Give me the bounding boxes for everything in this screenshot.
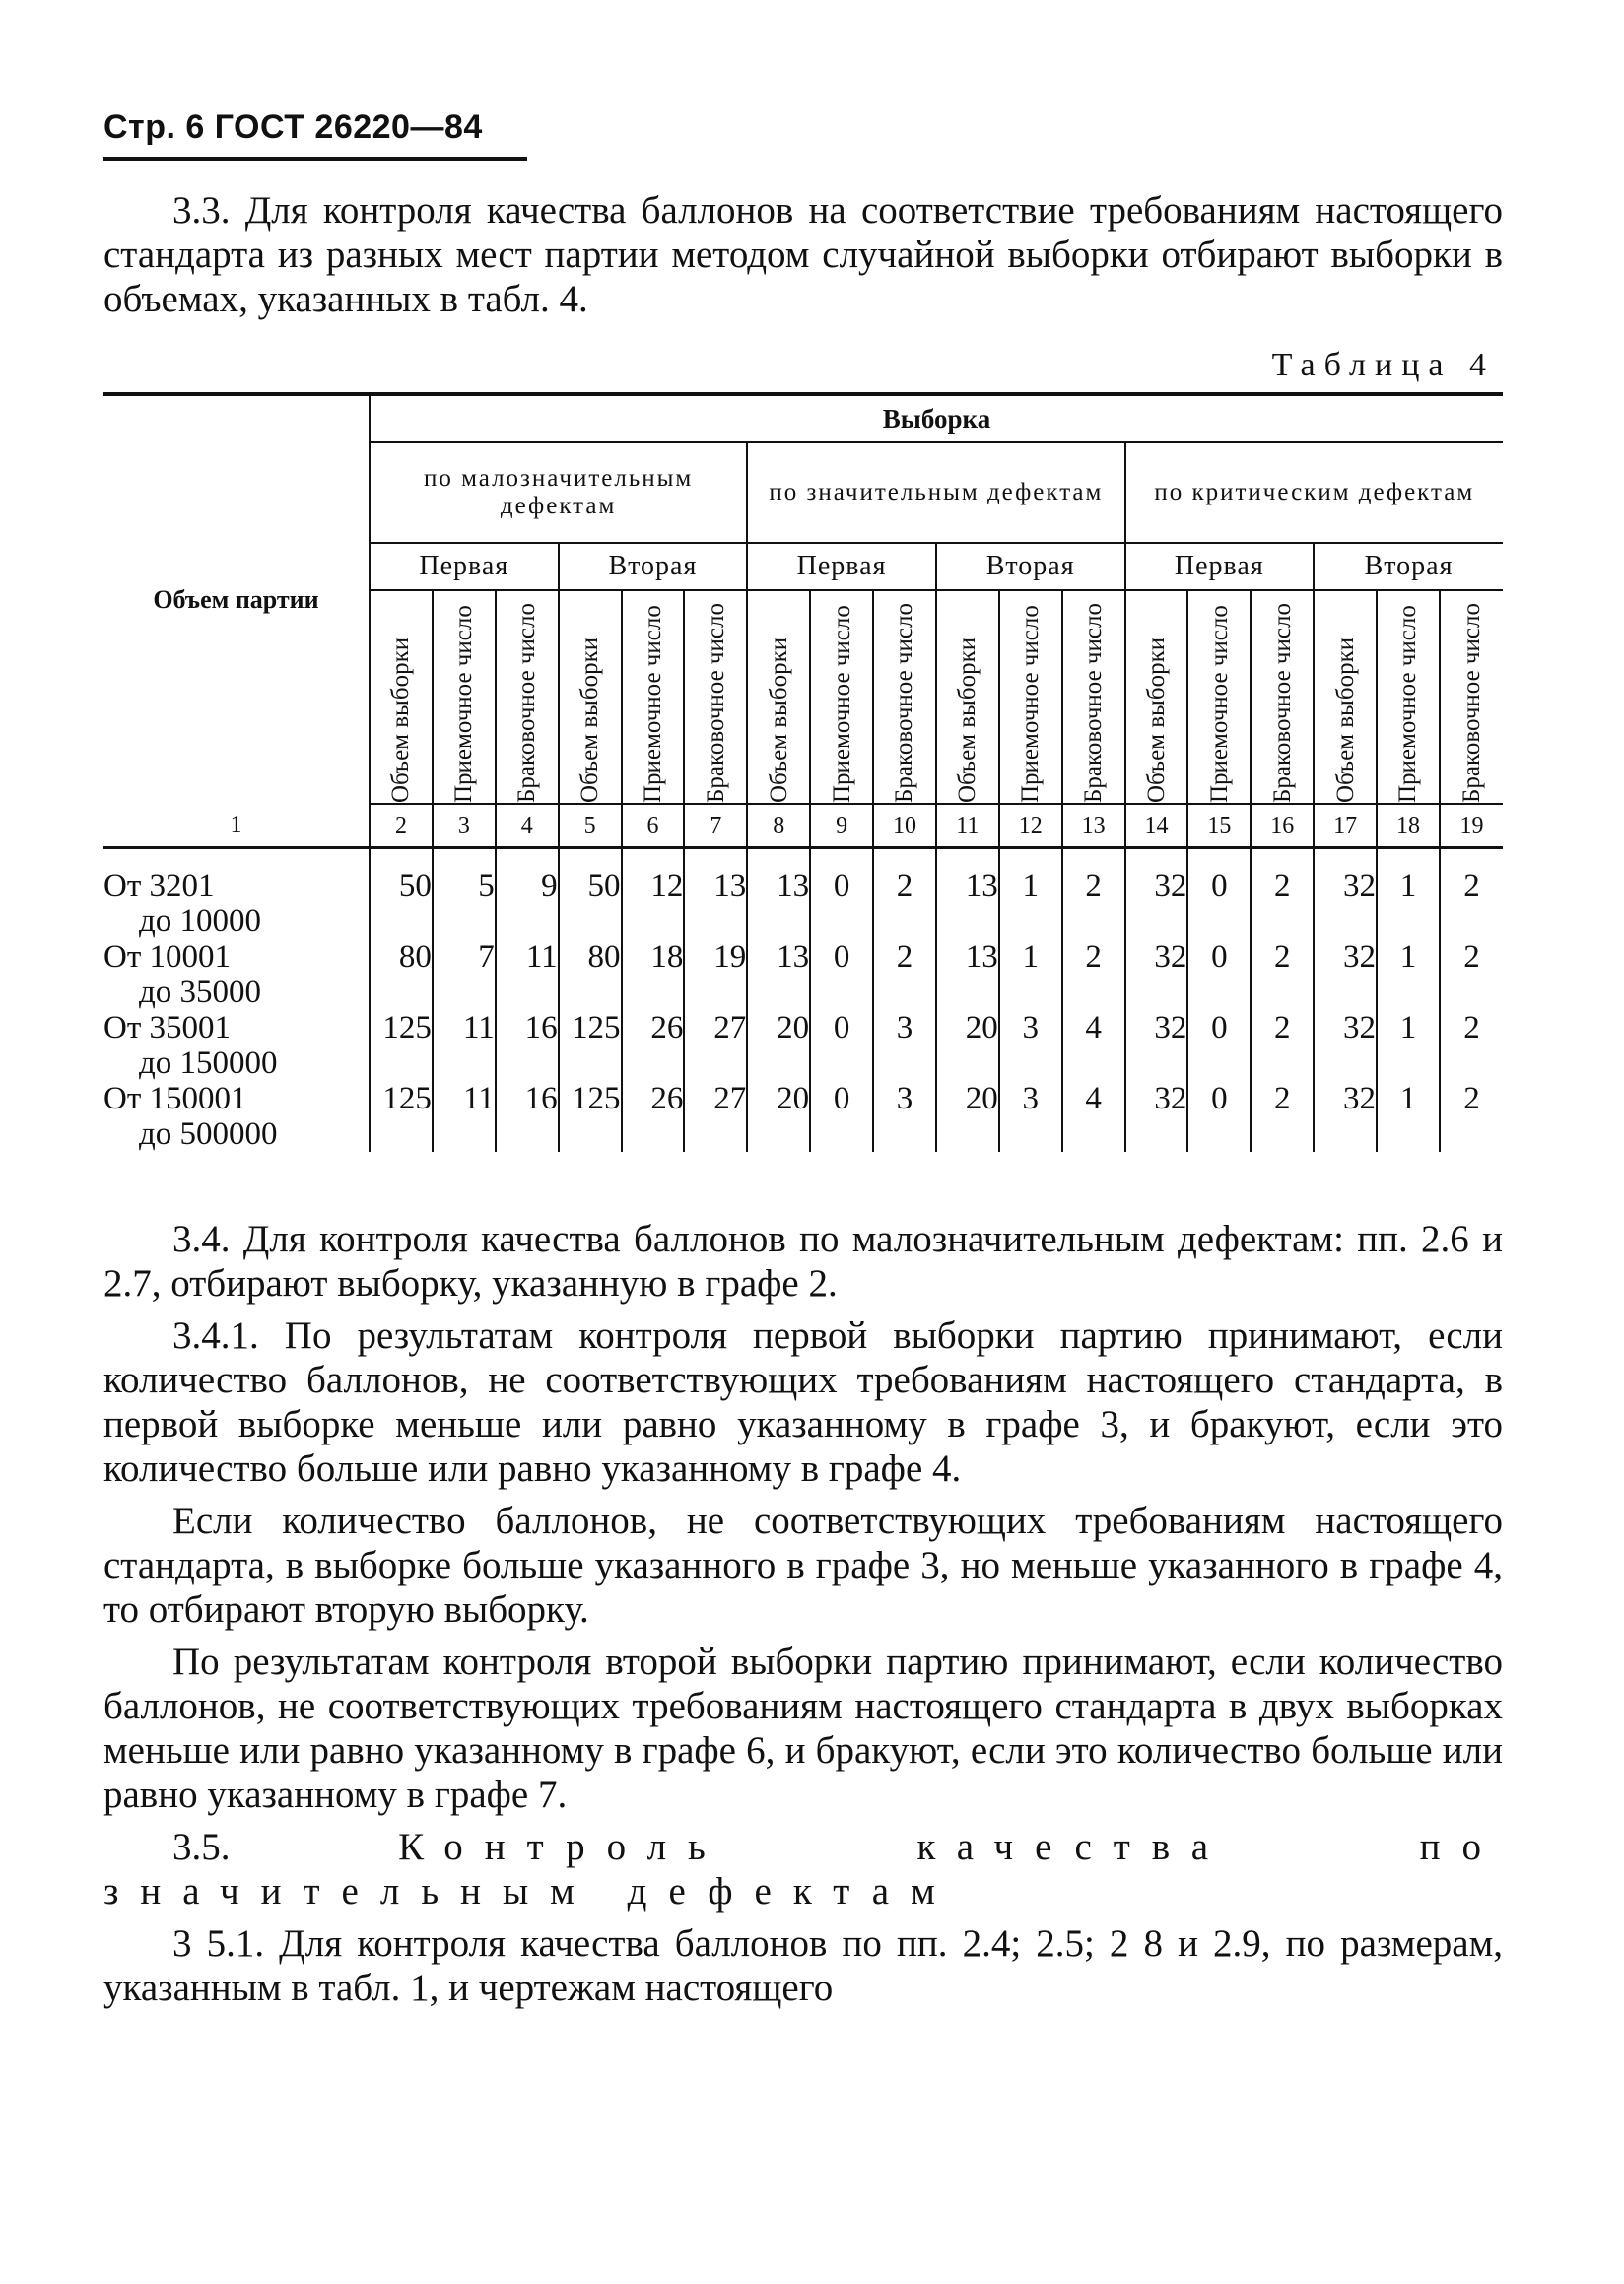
table-cell: 2 [1251,1010,1314,1081]
subheader-second: Вторая [1314,543,1503,590]
table-cell: 16 [496,1081,559,1152]
table-cell: 1 [1377,868,1440,939]
table-cell: 125 [370,1081,433,1152]
column-header-label: Объем выборки [1331,637,1359,803]
column-number: 5 [559,804,622,848]
group-header-major: по значительным дефектам [747,442,1124,543]
page-header: Стр. 6 ГОСТ 26220—84 [103,108,527,161]
table-cell: 32 [1125,1081,1188,1152]
table-cell: 2 [1251,1081,1314,1152]
party-from: От 150001 [103,1080,247,1116]
column-header [1125,590,1188,804]
column-number: 2 [370,804,433,848]
column-header-label: Приемочное число [639,605,666,803]
table-cell: 1 [999,939,1062,1010]
table-cell: 2 [1062,868,1125,939]
column-number: 13 [1062,804,1125,848]
table-cell: 80 [370,939,433,1010]
table-cell: 18 [622,939,685,1010]
column-header-label: Приемочное число [450,605,478,803]
paragraph-3-4: 3.4. Для контроля качества баллонов по малозначительным дефектам: пп. 2.6 и 2.7, отбирают выборку, указанную в графе 2. [103,1217,1503,1305]
column-number: 3 [433,804,496,848]
column-header [1187,590,1251,804]
column-number: 18 [1377,804,1440,848]
table-cell: 125 [559,1081,622,1152]
column-header-label: Браковочное число [513,603,541,803]
party-from: От 35001 [103,1009,232,1045]
group-header-minor: по малозначительным дефектам [370,442,747,543]
column-number: 17 [1314,804,1377,848]
table-cell: 4 [1062,1081,1125,1152]
table-cell: 2 [873,939,936,1010]
table-cell: 0 [810,1010,873,1081]
sample-header: Выборка [370,394,1503,442]
column-number: 1 [103,804,370,848]
spacer-cell [1125,848,1188,868]
spacer-cell [999,848,1062,868]
table-cell: 32 [1314,868,1377,939]
table-cell: 13 [936,939,999,1010]
table-row [103,939,1503,1010]
column-header-label: Браковочное число [891,603,918,803]
table-cell: 20 [747,1010,810,1081]
paragraph-3-5 [103,1825,1503,1914]
column-header-label: Объем выборки [954,637,981,803]
party-range [103,1081,370,1152]
table-cell: 2 [1440,939,1503,1010]
column-number: 15 [1187,804,1251,848]
column-header-label: Браковочное число [1268,603,1296,803]
table-label: Таблица 4 [1271,347,1495,383]
table-row [103,868,1503,939]
table-cell: 3 [873,1010,936,1081]
column-header [433,590,496,804]
section-number: 3.5. [172,1825,231,1868]
section-title: Контроль качества по значительным дефектам [103,1825,1503,1913]
table-cell: 20 [936,1081,999,1152]
spacer-cell [370,848,433,868]
spacer-row [103,848,1503,868]
table-cell: 13 [684,868,747,939]
table-cell: 2 [1251,939,1314,1010]
column-header-label: Объем выборки [765,637,792,803]
table-cell: 4 [1062,1010,1125,1081]
column-header-label: Приемочное число [1205,605,1233,803]
table-cell: 80 [559,939,622,1010]
column-header-label: Браковочное число [1457,603,1485,803]
spacer-cell [622,848,685,868]
table-cell: 13 [747,939,810,1010]
column-header [622,590,685,804]
table-cell: 19 [684,939,747,1010]
column-number: 6 [622,804,685,848]
party-range [103,868,370,939]
column-header-label: Браковочное число [702,603,729,803]
table-cell: 26 [622,1010,685,1081]
table-cell: 9 [496,868,559,939]
table-cell: 13 [747,868,810,939]
column-header [1377,590,1440,804]
table-cell: 2 [873,868,936,939]
table-cell: 2 [1062,939,1125,1010]
column-number: 10 [873,804,936,848]
party-to: до 35000 [139,974,262,1010]
paragraph-3-4-1: 3.4.1. По результатам контроля первой выборки партию принимают, если количество баллонов, не соответствующих требованиям настоящего стандарта, в первой выборке меньше или равно указанному в графе 3, и бракуют, если это количество больше или равно указанному в графе 4. [103,1313,1503,1490]
table-cell: 1 [1377,939,1440,1010]
column-number: 9 [810,804,873,848]
table-cell: 2 [1440,1010,1503,1081]
paragraph-3-4-1-c: По результатам контроля второй выборки партию принимают, если количество баллонов, не соответствующих требованиям настоящего стандарта в двух выборках меньше или равно указанному в графе 6, и бракуют, если это количество больше или равно указанному в графе 7. [103,1640,1503,1816]
table-cell: 1 [1377,1010,1440,1081]
table-4 [103,392,1503,1152]
column-header-label: Браковочное число [1080,603,1108,803]
table-cell: 2 [1440,868,1503,939]
column-number: 11 [936,804,999,848]
column-header-label: Приемочное число [1394,605,1422,803]
table-cell: 12 [622,868,685,939]
column-number: 8 [747,804,810,848]
column-number: 7 [684,804,747,848]
table-cell: 125 [370,1010,433,1081]
spacer-cell [559,848,622,868]
column-number: 4 [496,804,559,848]
column-number: 14 [1125,804,1188,848]
column-header [747,590,810,804]
table-cell: 32 [1125,1010,1188,1081]
column-header [370,590,433,804]
spacer-cell [684,848,747,868]
subheader-first: Первая [370,543,559,590]
spacer-cell [496,848,559,868]
column-number: 12 [999,804,1062,848]
column-header [496,590,559,804]
table-cell: 2 [1440,1081,1503,1152]
column-header [936,590,999,804]
column-header [873,590,936,804]
party-to: до 150000 [139,1044,278,1081]
table-row [103,1081,1503,1152]
spacer-cell [1187,848,1251,868]
table-cell: 0 [810,939,873,1010]
document-page [103,108,1503,2010]
column-header [1251,590,1314,804]
group-header-critical: по критическим дефектам [1125,442,1504,543]
party-from: От 3201 [103,867,215,904]
table-cell: 27 [684,1081,747,1152]
spacer-cell [810,848,873,868]
subheader-first: Первая [747,543,936,590]
column-header [1062,590,1125,804]
table-cell: 32 [1125,939,1188,1010]
table-cell: 7 [433,939,496,1010]
paragraph-3-3: 3.3. Для контроля качества баллонов на соответствие требованиям настоящего стандарта из разных мест партии методом случайной выборки отбирают выборки в объемах, указанных в табл. 4. [103,189,1503,320]
table-cell: 32 [1125,868,1188,939]
table-cell: 20 [747,1081,810,1152]
spacer-cell [103,848,370,868]
party-to: до 10000 [139,903,262,939]
column-header-label: Объем выборки [1142,637,1170,803]
table-cell: 0 [1187,939,1251,1010]
table-cell: 11 [433,1010,496,1081]
column-header [1314,590,1377,804]
party-range [103,939,370,1010]
column-number: 19 [1440,804,1503,848]
spacer-cell [1314,848,1377,868]
table-cell: 11 [433,1081,496,1152]
table-cell: 3 [999,1010,1062,1081]
subheader-first: Первая [1125,543,1315,590]
table-row [103,1010,1503,1081]
spacer-cell [1377,848,1440,868]
table-cell: 50 [370,868,433,939]
table-cell: 2 [1251,868,1314,939]
column-header-label: Объем выборки [387,637,415,803]
table-cell: 1 [999,868,1062,939]
spacer-cell [433,848,496,868]
spacer-cell [1251,848,1314,868]
party-from: От 10001 [103,938,232,974]
table-cell: 50 [559,868,622,939]
paragraph-3-5-1: 3 5.1. Для контроля качества баллонов по пп. 2.4; 2.5; 2 8 и 2.9, по размерам, указанным в табл. 1, и чертежам настоящего [103,1921,1503,2009]
column-header [684,590,747,804]
table-cell: 0 [810,868,873,939]
table-cell: 32 [1314,1010,1377,1081]
table-cell: 1 [1377,1081,1440,1152]
table-cell: 0 [1187,1081,1251,1152]
table-cell: 16 [496,1010,559,1081]
column-header-label: Приемочное число [1017,605,1045,803]
table-cell: 0 [810,1081,873,1152]
table-cell: 125 [559,1010,622,1081]
column-header [559,590,622,804]
subheader-second: Вторая [936,543,1125,590]
column-header [810,590,873,804]
party-range [103,1010,370,1081]
table-cell: 0 [1187,1010,1251,1081]
column-header-label: Объем выборки [576,637,604,803]
spacer-cell [1062,848,1125,868]
table-cell: 32 [1314,939,1377,1010]
table-cell: 3 [999,1081,1062,1152]
paragraph-3-4-1-b: Если количество баллонов, не соответствующих требованиям настоящего стандарта, в выборке больше указанного в графе 3, но меньше указанного в графе 4, то отбирают вторую выборку. [103,1499,1503,1631]
table-cell: 20 [936,1010,999,1081]
party-to: до 500000 [139,1115,278,1152]
column-header [999,590,1062,804]
party-header: Объем партии [153,585,319,614]
table-cell: 32 [1314,1081,1377,1152]
spacer-cell [936,848,999,868]
spacer-cell [1440,848,1503,868]
spacer-cell [747,848,810,868]
table-cell: 0 [1187,868,1251,939]
table-cell: 5 [433,868,496,939]
subheader-second: Вторая [559,543,748,590]
column-number: 16 [1251,804,1314,848]
column-header [1440,590,1503,804]
table-cell: 26 [622,1081,685,1152]
table-cell: 11 [496,939,559,1010]
table-cell: 13 [936,868,999,939]
spacer-cell [873,848,936,868]
table-cell: 3 [873,1081,936,1152]
table-cell: 27 [684,1010,747,1081]
column-header-label: Приемочное число [828,605,855,803]
